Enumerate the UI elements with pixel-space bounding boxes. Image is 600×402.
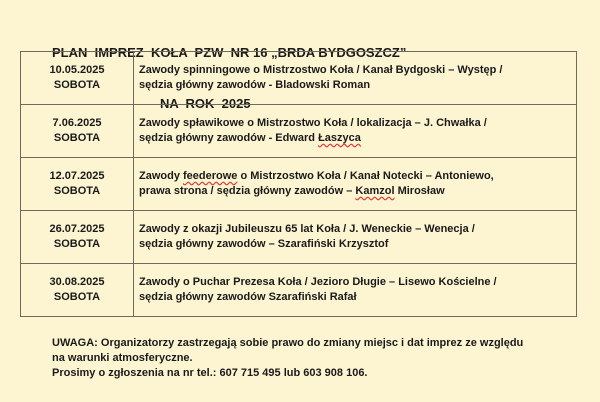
event-date-cell <box>21 264 134 317</box>
judge-firstname: Mirosław <box>394 185 445 197</box>
event-day: SOBOTA <box>53 291 101 303</box>
event-date-cell <box>21 105 134 158</box>
judge-surname: Kamzol <box>355 185 395 197</box>
event-judge-line: sędzia główny zawodów Szarafiński Rafał <box>139 291 357 303</box>
notice-label: UWAGA <box>52 337 95 349</box>
notice-line-2: na warunki atmosferyczne. <box>52 352 193 364</box>
event-judge-line <box>139 184 572 199</box>
events-table <box>20 51 577 317</box>
description-prefix: Zawody <box>139 170 184 182</box>
flagged-word: feederowe <box>183 170 238 182</box>
notice-block <box>52 336 582 381</box>
event-date-cell <box>21 52 134 105</box>
title-line-1: PLAN IMPREZ KOŁA PZW NR 16 „BRDA BYDGOSZCZ” <box>52 45 407 60</box>
event-date: 12.07.2025 <box>49 170 105 182</box>
notice-line-1 <box>52 336 582 351</box>
table-row <box>21 105 577 158</box>
event-description-line: Zawody z okazji Jubileuszu 65 lat Koła / J. Weneckie – Wenecja / <box>139 223 475 235</box>
table-row <box>21 52 577 105</box>
judge-label: prawa strona / sędzia główny zawodów – <box>139 185 356 197</box>
event-description-line: Zawody spinningowe o Mistrzostwo Koła / Kanał Bydgoski – Występ / <box>139 64 503 76</box>
event-description-cell <box>134 158 577 211</box>
table-row <box>21 158 577 211</box>
title-line-2: NA ROK 2025 <box>160 96 251 111</box>
event-description-cell <box>134 211 577 264</box>
event-description-line: Zawody o Puchar Prezesa Koła / Jezioro Długie – Lisewo Kościelne / <box>139 276 497 288</box>
event-date: 26.07.2025 <box>49 223 105 235</box>
judge-name: Łaszyca <box>318 132 361 144</box>
event-description-cell <box>134 105 577 158</box>
event-description-line <box>139 169 572 184</box>
event-judge-line: sędzia główny zawodów – Szarafiński Krzysztof <box>139 238 389 250</box>
event-description-cell <box>134 52 577 105</box>
description-suffix: o Mistrzostwo Koła / Kanał Notecki – Antoniewo, <box>237 170 494 182</box>
event-day: SOBOTA <box>53 79 101 91</box>
event-day: SOBOTA <box>53 132 101 144</box>
notice-phone-line: Prosimy o zgłoszenia na nr tel.: 607 715 495 lub 603 908 106. <box>52 367 368 379</box>
table-row <box>21 264 577 317</box>
event-description-cell <box>134 264 577 317</box>
event-date-cell <box>21 211 134 264</box>
event-date: 10.05.2025 <box>49 64 105 76</box>
event-date-cell <box>21 158 134 211</box>
event-description-line: Zawody spławikowe o Mistrzostwo Koła / lokalizacja – J. Chwałka / <box>139 117 487 129</box>
notice-text: : Organizatorzy zastrzegają sobie prawo do zmiany miejsc i dat imprez ze względu <box>94 337 524 349</box>
table-row <box>21 211 577 264</box>
event-date: 30.08.2025 <box>49 276 105 288</box>
event-judge-line <box>139 131 572 146</box>
event-day: SOBOTA <box>53 238 101 250</box>
event-day: SOBOTA <box>53 185 101 197</box>
event-judge-line: sędzia główny zawodów - Bladowski Roman <box>139 79 371 91</box>
event-date: 7.06.2025 <box>52 117 102 129</box>
judge-label: sędzia główny zawodów - Edward <box>139 132 319 144</box>
